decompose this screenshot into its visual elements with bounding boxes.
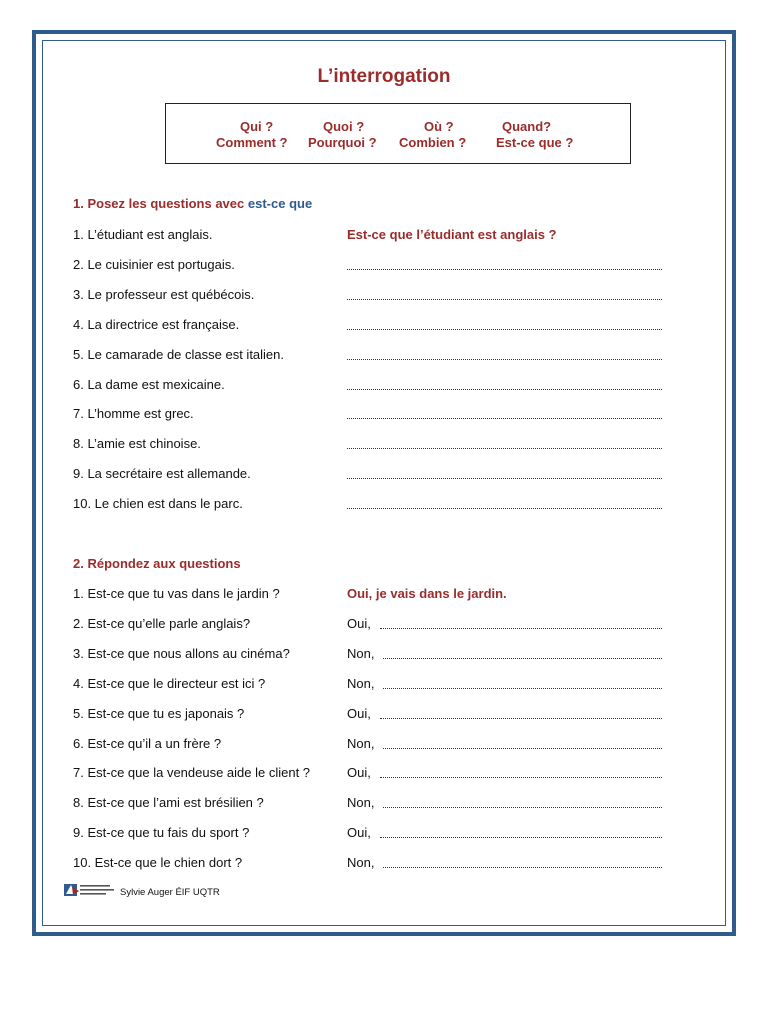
s1-prompt-8: 8. L’amie est chinoise. <box>73 436 201 451</box>
school-logo-icon <box>63 882 117 900</box>
question-word: Quoi ? <box>323 119 365 134</box>
section1-title <box>73 196 312 211</box>
question-word: Comment ? <box>216 135 288 150</box>
answer-prefix: Oui, <box>347 706 371 721</box>
answer-prefix: Non, <box>347 855 375 870</box>
section2-title: 2. Répondez aux questions <box>73 556 241 571</box>
answer-line[interactable] <box>380 776 662 778</box>
s1-prompt-2: 2. Le cuisinier est portugais. <box>73 257 235 272</box>
answer-prefix: Non, <box>347 646 375 661</box>
answer-prefix: Non, <box>347 795 375 810</box>
answer-prefix: Non, <box>347 736 375 751</box>
question-words-box <box>165 103 631 164</box>
page-inner-border <box>42 40 726 926</box>
s1-prompt-5: 5. Le camarade de classe est italien. <box>73 347 285 362</box>
footer-credit: Sylvie Auger ÉIF UQTR <box>120 887 220 898</box>
answer-line[interactable] <box>347 268 662 270</box>
answer-line[interactable] <box>383 806 662 808</box>
page-title: L’interrogation <box>317 66 451 87</box>
answer-prefix: Oui, <box>347 825 371 840</box>
s1-prompt-10: 10. Le chien est dans le parc. <box>73 496 243 511</box>
question-word: Quand? <box>502 119 552 134</box>
answer-prefix: Oui, <box>347 765 371 780</box>
answer-prefix: Non, <box>347 676 375 691</box>
answer-prefix: Oui, <box>347 616 371 631</box>
question-word: Combien ? <box>399 135 467 150</box>
section1-title-highlight: est-ce que <box>247 196 313 211</box>
s2-prompt-9: 9. Est-ce que tu fais du sport ? <box>73 825 250 840</box>
answer-line[interactable] <box>347 477 662 479</box>
answer-line[interactable] <box>347 417 662 419</box>
s1-prompt-7: 7. L’homme est grec. <box>73 406 194 421</box>
question-word: Pourquoi ? <box>308 135 377 150</box>
s2-prompt-2: 2. Est-ce qu’elle parle anglais? <box>73 616 251 631</box>
s1-prompt-1: 1. L’étudiant est anglais. <box>73 227 213 242</box>
answer-line[interactable] <box>383 657 662 659</box>
answer-line[interactable] <box>380 717 662 719</box>
s1-prompt-9: 9. La secrétaire est allemande. <box>73 466 251 481</box>
s1-prompt-3: 3. Le professeur est québécois. <box>73 287 255 302</box>
s2-prompt-10: 10. Est-ce que le chien dort ? <box>73 855 243 870</box>
answer-line[interactable] <box>383 747 662 749</box>
answer-line[interactable] <box>347 447 662 449</box>
answer-line[interactable] <box>347 388 662 390</box>
answer-line[interactable] <box>380 627 662 629</box>
s1-prompt-4: 4. La directrice est française. <box>73 317 240 332</box>
question-word: Où ? <box>424 119 454 134</box>
s2-prompt-4: 4. Est-ce que le directeur est ici ? <box>73 676 266 691</box>
answer-line[interactable] <box>347 358 662 360</box>
s1-example-answer: Est-ce que l’étudiant est anglais ? <box>347 227 557 242</box>
s1-prompt-6: 6. La dame est mexicaine. <box>73 377 225 392</box>
s2-prompt-1: 1. Est-ce que tu vas dans le jardin ? <box>73 586 280 601</box>
answer-line[interactable] <box>380 836 662 838</box>
question-word: Est-ce que ? <box>496 135 574 150</box>
answer-line[interactable] <box>347 328 662 330</box>
s2-example-answer: Oui, je vais dans le jardin. <box>347 586 507 601</box>
s2-prompt-5: 5. Est-ce que tu es japonais ? <box>73 706 245 721</box>
answer-line[interactable] <box>347 507 662 509</box>
s2-prompt-8: 8. Est-ce que l’ami est brésilien ? <box>73 795 264 810</box>
section1-title-prefix: 1. Posez les questions avec <box>73 196 245 211</box>
s2-prompt-6: 6. Est-ce qu’il a un frère ? <box>73 736 222 751</box>
answer-line[interactable] <box>383 866 662 868</box>
answer-line[interactable] <box>383 687 662 689</box>
question-word: Qui ? <box>240 119 274 134</box>
answer-line[interactable] <box>347 298 662 300</box>
s2-prompt-3: 3. Est-ce que nous allons au cinéma? <box>73 646 290 661</box>
s2-prompt-7: 7. Est-ce que la vendeuse aide le client ? <box>73 765 311 780</box>
